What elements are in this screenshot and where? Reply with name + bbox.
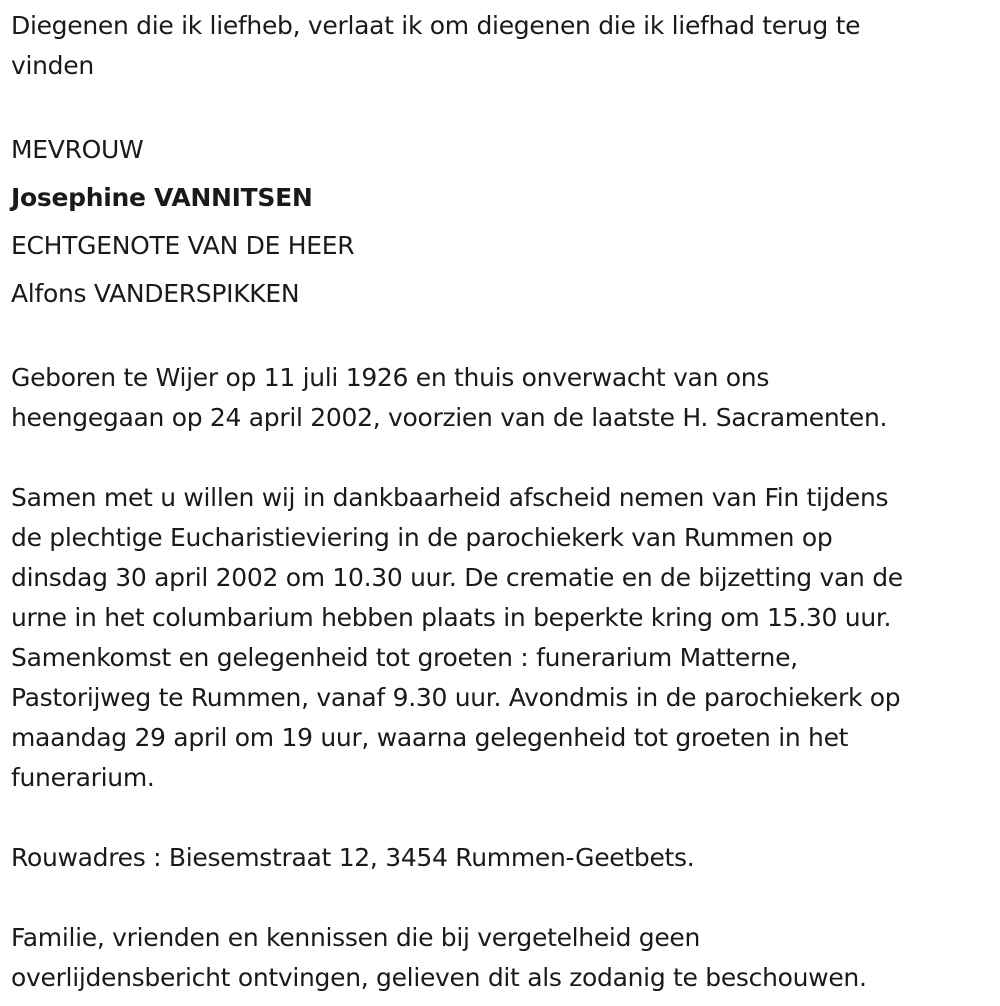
deceased-title: MEVROUW xyxy=(11,135,144,164)
service-line: de plechtige Eucharistieviering in de parochiekerk van Rummen op xyxy=(11,523,833,552)
deceased-block xyxy=(11,126,993,318)
notice-line: overlijdensbericht ontvingen, gelieven dit als zodanig te beschouwen. xyxy=(11,963,867,992)
deceased-spouse: Alfons VANDERSPIKKEN xyxy=(11,279,300,308)
motto-line: Diegenen die ik liefheb, verlaat ik om diegenen die ik liefhad terug te xyxy=(11,11,861,40)
motto-line: vinden xyxy=(11,51,94,80)
service-line: funerarium. xyxy=(11,763,155,792)
service-line: maandag 29 april om 19 uur, waarna gelegenheid tot groeten in het xyxy=(11,723,849,752)
birth-death-line: Geboren te Wijer op 11 juli 1926 en thuis onverwacht van ons xyxy=(11,363,770,392)
service-paragraph xyxy=(11,478,993,798)
service-line: Pastorijweg te Rummen, vanaf 9.30 uur. Avondmis in de parochiekerk op xyxy=(11,683,901,712)
deceased-relation: ECHTGENOTE VAN DE HEER xyxy=(11,231,355,260)
service-line: urne in het columbarium hebben plaats in beperkte kring om 15.30 uur. xyxy=(11,603,892,632)
obituary-document xyxy=(11,6,993,998)
notice-paragraph xyxy=(11,918,993,998)
address-paragraph xyxy=(11,838,993,878)
motto-paragraph xyxy=(11,6,993,86)
birth-death-paragraph xyxy=(11,358,993,438)
service-line: Samen met u willen wij in dankbaarheid afscheid nemen van Fin tijdens xyxy=(11,483,889,512)
notice-line: Familie, vrienden en kennissen die bij vergetelheid geen xyxy=(11,923,701,952)
address-line: Rouwadres : Biesemstraat 12, 3454 Rummen-Geetbets. xyxy=(11,843,695,872)
service-line: Samenkomst en gelegenheid tot groeten : funerarium Matterne, xyxy=(11,643,798,672)
birth-death-line: heengegaan op 24 april 2002, voorzien van de laatste H. Sacramenten. xyxy=(11,403,888,432)
deceased-name: Josephine VANNITSEN xyxy=(11,183,313,212)
service-line: dinsdag 30 april 2002 om 10.30 uur. De crematie en de bijzetting van de xyxy=(11,563,903,592)
